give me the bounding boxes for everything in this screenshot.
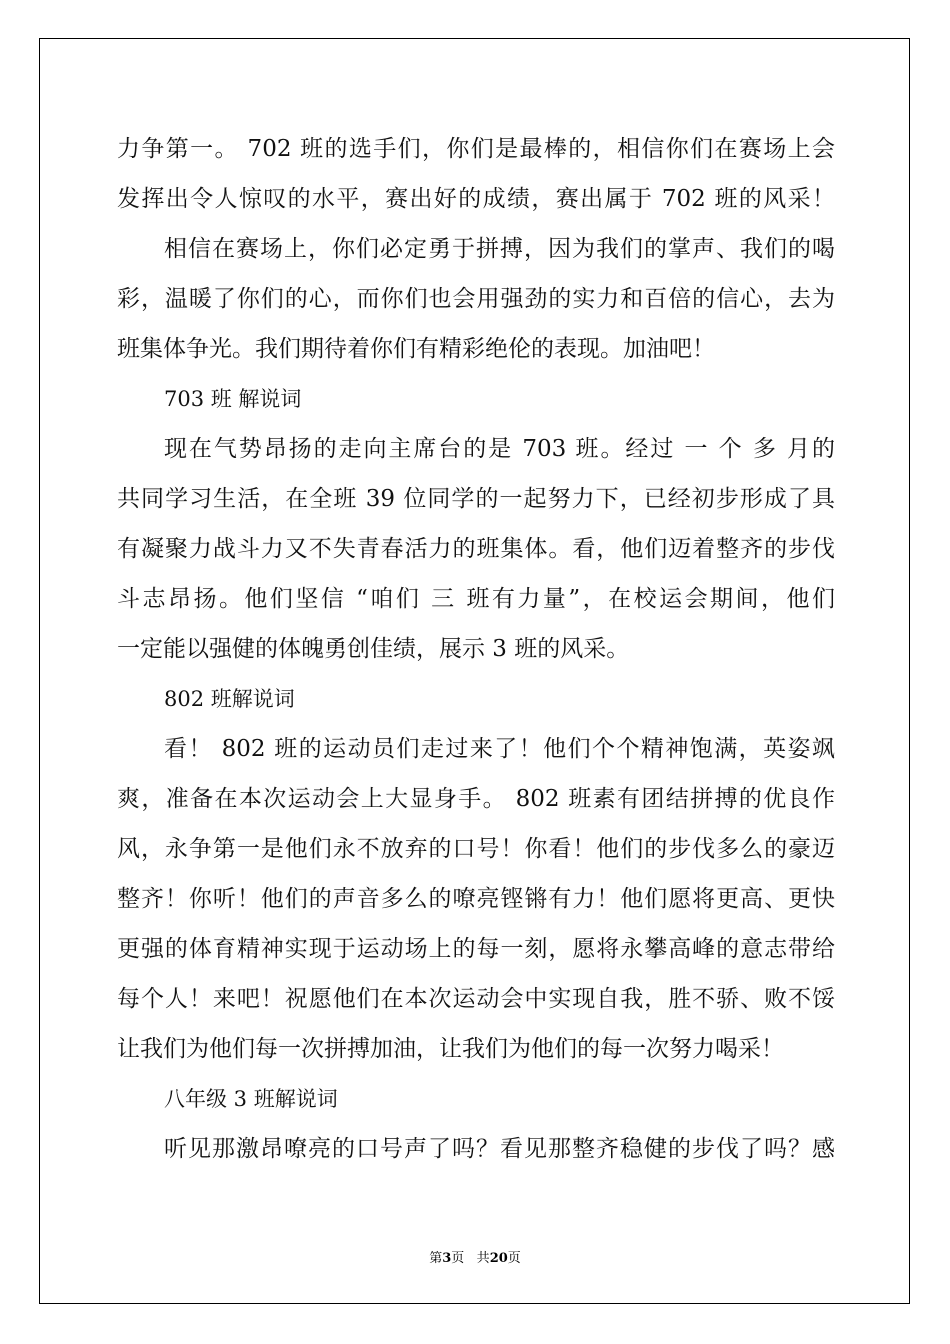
text-line: 共同学习生活，在全班 39 位同学的一起努力下，已经初步形成了具 [117,486,835,512]
text-line: 每个人！来吧！祝愿他们在本次运动会中实现自我，胜不骄、败不馁 [117,986,835,1012]
text-line: 力争第一。 702 班的选手们，你们是最棒的，相信你们在赛场上会 [117,136,835,162]
total-page-count: 20 [489,1251,508,1266]
footer-total-prefix: 共 [476,1251,490,1266]
section-heading-703: 703 班 解说词 [164,387,302,411]
document-body [117,124,835,1174]
paragraph-start-line: 听见那激昂嘹亮的口号声了吗？看见那整齐稳健的步伐了吗？感 [164,1136,835,1162]
text-line: 一定能以强健的体魄勇创佳绩，展示 3 班的风采。 [117,636,630,662]
text-line: 风，永争第一是他们永不放弃的口号！你看！他们的步伐多么的豪迈 [117,836,835,862]
text-line: 有凝聚力战斗力又不失青春活力的班集体。看，他们迈着整齐的步伐 [117,536,835,562]
text-line: 让我们为他们每一次拼搏加油，让我们为他们的每一次努力喝采！ [117,1036,784,1062]
section-heading-802: 802 班解说词 [164,687,295,711]
text-line: 斗志昂扬。他们坚信 “咱们 三 班有力量”，在校运会期间，他们 [117,586,835,612]
paragraph-start-line: 看！ 802 班的运动员们走过来了！他们个个精神饱满，英姿飒 [164,736,835,762]
text-line: 爽，准备在本次运动会上大显身手。 802 班素有团结拼搏的优良作 [117,786,835,812]
page-footer [0,1247,950,1266]
footer-prefix: 第 [429,1251,443,1266]
text-line: 发挥出令人惊叹的水平，赛出好的成绩，赛出属于 702 班的风采！ [117,186,835,212]
paragraph-start-line: 相信在赛场上，你们必定勇于拼搏，因为我们的掌声、我们的喝 [164,236,835,262]
footer-total-unit: 页 [507,1251,521,1266]
paragraph-start-line: 现在气势昂扬的走向主席台的是 703 班。经过 一 个 多 月的 [164,436,835,462]
section-heading-grade8-class3: 八年级 3 班解说词 [164,1087,338,1111]
footer-page-unit: 页 [451,1251,465,1266]
text-line: 彩，温暖了你们的心，而你们也会用强劲的实力和百倍的信心，去为 [117,286,835,312]
current-page-number: 3 [442,1251,452,1266]
text-line: 班集体争光。我们期待着你们有精彩绝伦的表现。加油吧！ [117,336,715,362]
text-line: 整齐！你听！他们的声音多么的嘹亮铿锵有力！他们愿将更高、更快 [117,886,835,912]
text-line: 更强的体育精神实现于运动场上的每一刻，愿将永攀高峰的意志带给 [117,936,835,962]
